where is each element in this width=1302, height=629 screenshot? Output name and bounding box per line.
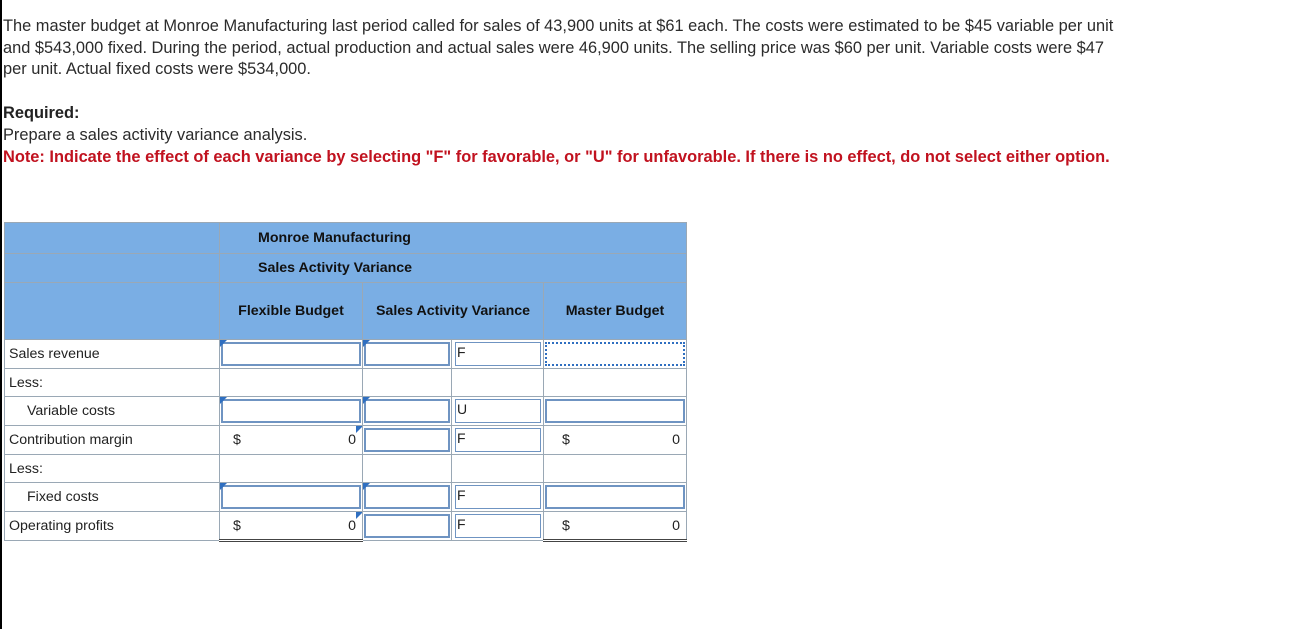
flexible-variable-costs-input[interactable] [220, 397, 363, 426]
variance-fixed-costs-fu-select[interactable] [452, 483, 544, 512]
fu-value: U [457, 401, 468, 417]
table-row-less [5, 455, 687, 483]
variance-variable-costs-fu-select[interactable] [452, 397, 544, 426]
flexible-operating-profits-value [220, 512, 363, 541]
flexible-sales-revenue-input[interactable] [220, 340, 363, 369]
computed-value: 0 [348, 432, 356, 448]
fu-value: F [457, 487, 466, 503]
sales-activity-variance-table [4, 222, 687, 542]
master-sales-revenue-input[interactable] [544, 340, 687, 369]
flexible-fixed-costs-input[interactable] [220, 483, 363, 512]
master-fixed-costs-input[interactable] [544, 483, 687, 512]
variance-fixed-costs-input[interactable] [363, 483, 452, 512]
row-label-less: Less: [5, 369, 220, 397]
variance-variable-costs-input[interactable] [363, 397, 452, 426]
fu-value: F [457, 516, 466, 532]
note-text: Note: Indicate the effect of each variance by selecting "F" for favorable, or "U" for unfavorable. If there is no effect, do not select either option. [3, 148, 1110, 166]
computed-value: 0 [672, 518, 681, 534]
header-spacer [5, 223, 220, 254]
column-header-master-budget: Master Budget [544, 283, 687, 340]
fu-value: F [457, 344, 466, 360]
table-row-operating-profits [5, 512, 687, 541]
variance-sales-revenue-fu-select[interactable] [452, 340, 544, 369]
row-label-sales-revenue: Sales revenue [5, 340, 220, 369]
master-contribution-margin-value [544, 426, 687, 455]
flexible-contribution-margin-value [220, 426, 363, 455]
table-row-variable-costs [5, 397, 687, 426]
left-border [0, 0, 2, 629]
dollar-sign: $ [233, 432, 241, 448]
computed-value: 0 [348, 518, 356, 534]
computed-value: 0 [672, 432, 681, 448]
variance-contribution-margin-fu-select[interactable] [452, 426, 544, 455]
row-label-less: Less: [5, 455, 220, 483]
variance-contribution-margin-input[interactable] [363, 426, 452, 455]
table-subtitle: Sales Activity Variance [220, 254, 687, 283]
table-row-fixed-costs [5, 483, 687, 512]
row-label-variable-costs: Variable costs [5, 397, 220, 426]
row-label-operating-profits: Operating profits [5, 512, 220, 541]
header-spacer [5, 254, 220, 283]
variance-sales-revenue-input[interactable] [363, 340, 452, 369]
fu-value: F [457, 430, 466, 446]
column-header-sales-activity-variance: Sales Activity Variance [363, 283, 544, 340]
dollar-sign: $ [562, 518, 570, 534]
required-instruction: Prepare a sales activity variance analysis. [3, 126, 308, 144]
variance-operating-profits-input[interactable] [363, 512, 452, 541]
row-label-contribution-margin: Contribution margin [5, 426, 220, 455]
table-row-less [5, 369, 687, 397]
master-operating-profits-value [544, 512, 687, 541]
table-row-contribution-margin [5, 426, 687, 455]
table-row-sales-revenue [5, 340, 687, 369]
variance-operating-profits-fu-select[interactable] [452, 512, 544, 541]
company-name: Monroe Manufacturing [220, 223, 687, 254]
header-spacer [5, 283, 220, 340]
problem-statement: The master budget at Monroe Manufacturing last period called for sales of 43,900 units at $61 each. The costs were estimated to be $45 variable per unit and $543,000 fixed. During the period, actual production and actual sales were 46,900 units. The selling price was $60 per unit. Variable costs were $47 per unit. Actual fixed costs were $534,000. [3, 17, 1114, 78]
dollar-sign: $ [233, 518, 241, 534]
required-heading: Required: [3, 104, 80, 122]
dollar-sign: $ [562, 432, 570, 448]
master-variable-costs-input[interactable] [544, 397, 687, 426]
column-header-flexible-budget: Flexible Budget [220, 283, 363, 340]
row-label-fixed-costs: Fixed costs [5, 483, 220, 512]
